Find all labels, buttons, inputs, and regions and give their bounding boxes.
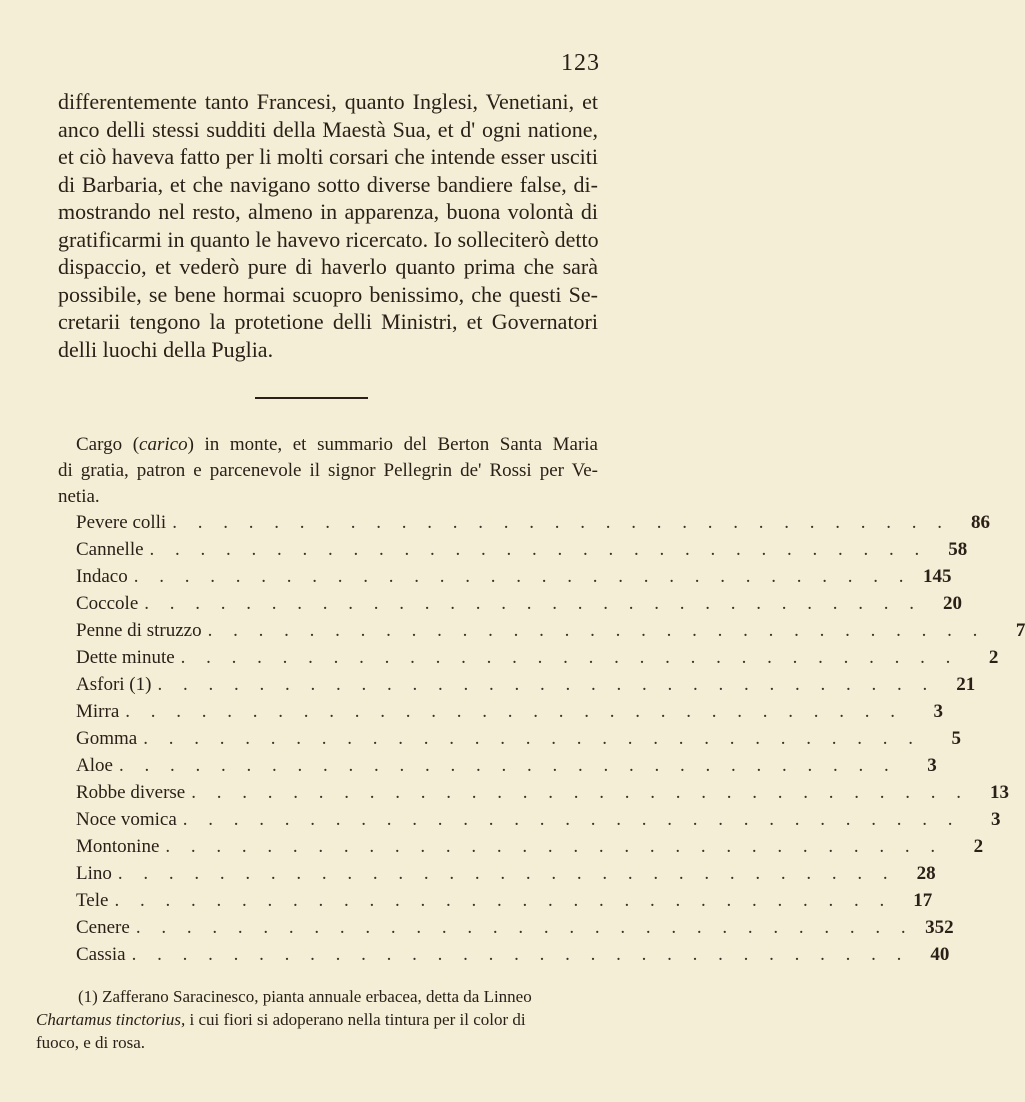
dot-leader: . . . . . . . . . . . . . . . . . . . . . . . . . . . . . . . bbox=[207, 620, 986, 641]
cargo-item bbox=[76, 620, 1025, 647]
paragraph-line: delli luochi della Puglia. bbox=[58, 336, 274, 362]
cargo-item bbox=[76, 674, 976, 701]
cargo-item bbox=[76, 863, 936, 890]
cargo-item-name: Montonine bbox=[76, 836, 160, 857]
cargo-item-quantity: 86 bbox=[970, 512, 990, 533]
paragraph-line: mostrando nel resto, almeno in apparenza, buona volontà di bbox=[58, 199, 598, 224]
cargo-item-name: Indaco bbox=[76, 566, 128, 587]
cargo-heading bbox=[58, 432, 598, 510]
cargo-item-quantity: 7 bbox=[1015, 620, 1025, 641]
cargo-item-quantity: 21 bbox=[956, 674, 976, 695]
cargo-item-quantity: 2 bbox=[973, 836, 984, 857]
cargo-item bbox=[76, 836, 984, 863]
cargo-item-name: Coccole bbox=[76, 593, 139, 614]
cargo-item-quantity: 28 bbox=[916, 863, 936, 884]
dot-leader: . . . . . . . . . . . . . . . . . . . . . . . . . . . . . . . bbox=[135, 917, 914, 938]
cargo-item-name: Tele bbox=[76, 890, 109, 911]
cargo-item-quantity: 20 bbox=[943, 593, 963, 614]
dot-leader: . . . . . . . . . . . . . . . . . . . . . . . . . . . . . . . bbox=[125, 701, 904, 722]
cargo-item bbox=[76, 512, 990, 539]
cargo-item-name: Penne di struzzo bbox=[76, 620, 202, 641]
paragraph-line: anco delli stessi sudditi della Maestà Sua, et d' ogni natione, bbox=[58, 116, 598, 142]
cargo-item-name: Mirra bbox=[76, 701, 120, 722]
cargo-item-name: Gomma bbox=[76, 728, 138, 749]
cargo-list bbox=[76, 512, 1025, 971]
cargo-item bbox=[76, 890, 933, 917]
cargo-item-quantity: 17 bbox=[913, 890, 933, 911]
cargo-item bbox=[76, 728, 961, 755]
cargo-item-name: Cannelle bbox=[76, 539, 144, 560]
footnote-line-1: (1) Zafferano Saracinesco, pianta annuale erbacea, detta da Linneo bbox=[78, 987, 532, 1006]
cargo-heading-italic: carico bbox=[139, 434, 188, 455]
cargo-heading-line-3: netia. bbox=[58, 486, 100, 507]
cargo-item-quantity: 145 bbox=[922, 566, 952, 587]
paragraph-line: dispaccio, et vederò pure di haverlo quanto prima che sarà bbox=[58, 254, 598, 279]
cargo-item-quantity: 2 bbox=[988, 647, 999, 668]
cargo-item bbox=[76, 755, 937, 782]
cargo-item-name: Cassia bbox=[76, 944, 126, 965]
dot-leader: . . . . . . . . . . . . . . . . . . . . . . . . . . . . . . . bbox=[172, 512, 950, 533]
cargo-item-name: Aloe bbox=[76, 755, 113, 776]
cargo-heading-line-2: di gratia, patron e parcenevole il signor Pellegrin de' Rossi per Ve- bbox=[58, 460, 598, 481]
paragraph-line: possibile, se bene hormai scuopro benissimo, che questi Se- bbox=[58, 281, 598, 307]
cargo-item-quantity: 13 bbox=[989, 782, 1009, 803]
paragraph-line: di Barbaria, et che navigano sotto diverse bandiere false, di- bbox=[58, 171, 598, 197]
cargo-item-quantity: 3 bbox=[991, 809, 1001, 830]
dot-leader: . . . . . . . . . . . . . . . . . . . . . . . . . . . . . . . bbox=[144, 593, 923, 614]
cargo-item bbox=[76, 647, 999, 674]
cargo-item-name: Robbe diverse bbox=[76, 782, 186, 803]
cargo-item-quantity: 5 bbox=[951, 728, 961, 749]
cargo-heading-text: ) in monte, et summario del Berton Santa Maria bbox=[187, 434, 598, 455]
cargo-item bbox=[76, 809, 1001, 836]
dot-leader: . . . . . . . . . . . . . . . . . . . . . . . . . . . . . . . bbox=[114, 890, 893, 911]
cargo-item-quantity: 3 bbox=[933, 701, 944, 722]
cargo-item-name: Dette minute bbox=[76, 647, 175, 668]
paragraph-line: gratificarmi in quanto le havevo ricercato. Io solleciterò detto bbox=[58, 226, 599, 252]
footnote-line-3: fuoco, e di rosa. bbox=[36, 1033, 146, 1052]
cargo-item bbox=[76, 782, 1009, 809]
cargo-item-quantity: 58 bbox=[948, 539, 968, 560]
paragraph-line: cretarii tengono la protetione delli Ministri, et Governatori bbox=[58, 309, 598, 334]
footnote-species-name: Chartamus tinctorius, bbox=[36, 1010, 186, 1029]
page-number: 123 bbox=[561, 50, 600, 76]
cargo-item bbox=[76, 917, 954, 944]
letter-paragraph bbox=[58, 88, 598, 363]
paragraph-line: et ciò haveva fatto per li molti corsari che intende esser usciti bbox=[58, 144, 598, 169]
cargo-item-name: Cenere bbox=[76, 917, 130, 938]
footnote-text: i cui fiori si adoperano nella tintura per il color di bbox=[185, 1010, 526, 1029]
cargo-item-quantity: 3 bbox=[927, 755, 937, 776]
footnote-line-2 bbox=[36, 1008, 598, 1031]
footnote bbox=[36, 985, 598, 1054]
section-divider bbox=[255, 397, 368, 399]
cargo-item bbox=[76, 539, 968, 566]
cargo-heading-line-1 bbox=[58, 432, 598, 458]
dot-leader: . . . . . . . . . . . . . . . . . . . . . . . . . . . . . . . bbox=[165, 836, 944, 857]
cargo-heading-text: Cargo ( bbox=[76, 434, 140, 455]
dot-leader: . . . . . . . . . . . . . . . . . . . . . . . . . . . . . . . bbox=[149, 539, 928, 560]
dot-leader: . . . . . . . . . . . . . . . . . . . . . . . . . . . . . . . bbox=[133, 566, 912, 587]
dot-leader: . . . . . . . . . . . . . . . . . . . . . . . . . . . . . . . bbox=[182, 809, 961, 830]
dot-leader: . . . . . . . . . . . . . . . . . . . . . . . . . . . . . . . bbox=[143, 728, 921, 749]
cargo-item bbox=[76, 701, 944, 728]
cargo-item-name: Pevere colli bbox=[76, 512, 167, 533]
dot-leader: . . . . . . . . . . . . . . . . . . . . . . . . . . . . . . . bbox=[118, 755, 897, 776]
dot-leader: . . . . . . . . . . . . . . . . . . . . . . . . . . . . . . . bbox=[191, 782, 969, 803]
cargo-item-quantity: 352 bbox=[925, 917, 954, 938]
dot-leader: . . . . . . . . . . . . . . . . . . . . . . . . . . . . . . . bbox=[131, 944, 910, 965]
cargo-item-name: Lino bbox=[76, 863, 112, 884]
dot-leader: . . . . . . . . . . . . . . . . . . . . . . . . . . . . . . . bbox=[117, 863, 896, 884]
cargo-item-name: Noce vomica bbox=[76, 809, 177, 830]
dot-leader: . . . . . . . . . . . . . . . . . . . . . . . . . . . . . . . bbox=[180, 647, 959, 668]
paragraph-line: differentemente tanto Francesi, quanto Inglesi, Venetiani, et bbox=[58, 89, 598, 114]
cargo-item-name: Asfori (1) bbox=[76, 674, 152, 695]
cargo-item-quantity: 40 bbox=[930, 944, 950, 965]
cargo-item bbox=[76, 566, 952, 593]
cargo-item bbox=[76, 593, 963, 620]
cargo-item bbox=[76, 944, 950, 971]
dot-leader: . . . . . . . . . . . . . . . . . . . . . . . . . . . . . . . bbox=[157, 674, 936, 695]
